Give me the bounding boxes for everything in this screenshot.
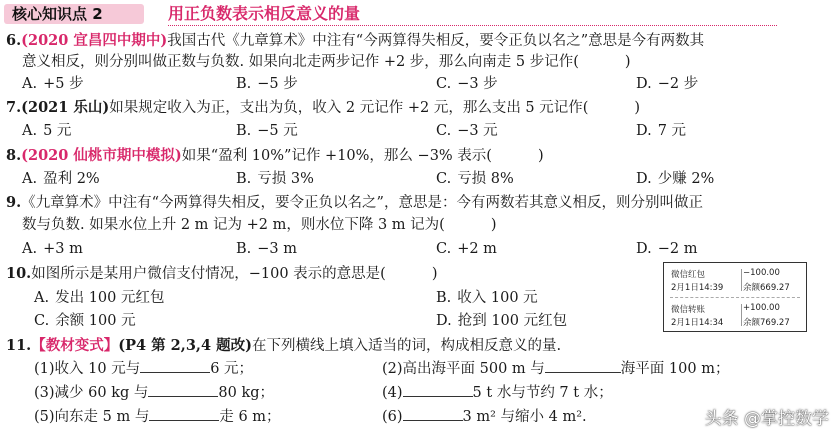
record-time: 2月1日14:34 (671, 318, 724, 328)
question-number: 6. (6, 32, 22, 49)
fill-item-5: (5)向东走 5 m 与 走 6 m； (34, 406, 281, 427)
question-text: 意义相反，则分别叫做正数与负数. 如果向北走两步记作 +2 步，那么向南走 5 步记作( (22, 54, 579, 70)
option-c: C. −3 步 (436, 76, 498, 92)
option-b: B. −5 步 (236, 76, 298, 92)
option-c: C. 亏损 8% (436, 171, 514, 187)
close-paren: ) (490, 217, 497, 233)
section-badge: 核心知识点 2 (4, 4, 144, 24)
answer-blank[interactable] (140, 358, 210, 373)
question-number: 8. (6, 147, 22, 164)
close-paren: ) (537, 148, 544, 164)
question-9-line-2 (22, 215, 497, 235)
question-text: 我国古代《九章算术》中注有“今两算得失相反，要令正负以名之”意思是今有两数其 (167, 33, 705, 49)
option-a: A. 盈利 2% (22, 171, 100, 187)
answer-blank[interactable] (403, 382, 473, 397)
section-title: 用正负数表示相反意义的量 (168, 4, 361, 23)
question-source-tag: (2021 乐山) (21, 99, 110, 116)
question-source-tag: (2020 仙桃市期中模拟) (21, 147, 182, 164)
record-time: 2月1日14:39 (671, 283, 724, 293)
question-text: 如图所示是某用户微信支付情况，−100 表示的意思是( (31, 266, 386, 282)
question-6-line-2 (22, 52, 631, 72)
watermark: 头条 @掌控数学 (704, 409, 829, 429)
question-text: 数与负数. 如果水位上升 2 m 记为 +2 m，则水位下降 3 m 记为( (22, 217, 445, 233)
record-balance: 余额769.27 (743, 318, 790, 328)
fill-item-3: (3)减少 60 kg 与 80 kg； (34, 382, 274, 403)
question-number: 11. (6, 337, 32, 354)
question-number: 7. (6, 99, 22, 116)
question-8 (6, 146, 544, 166)
question-reference: (P4 第 2,3,4 题改) (118, 337, 252, 354)
wechat-record-transfer (671, 301, 800, 329)
question-6-line-1 (6, 31, 704, 51)
record-name: 微信红包 (671, 270, 706, 280)
record-amount: +100.00 (743, 303, 780, 313)
option-a: A. 发出 100 元红包 (34, 290, 165, 306)
question-text: 在下列横线上填入适当的词，构成相反意义的量. (251, 338, 562, 354)
answer-blank[interactable] (545, 358, 621, 373)
option-a: A. +5 步 (22, 76, 84, 92)
option-b: B. 收入 100 元 (436, 290, 538, 306)
header-divider (168, 25, 777, 26)
option-a: A. +3 m (22, 241, 83, 257)
option-c: C. 余额 100 元 (34, 313, 136, 329)
question-source-tag: 【教材变式】 (31, 337, 119, 354)
wechat-payment-figure (663, 262, 807, 332)
option-c: C. −3 元 (436, 123, 498, 139)
fill-item-4: (4) 5 t 水与节约 7 t 水； (382, 382, 613, 403)
question-source-tag: (2020 宜昌四中期中) (21, 32, 168, 49)
fill-item-2: (2)高出海平面 500 m 与 海平面 100 m； (382, 358, 729, 379)
record-name: 微信转账 (671, 305, 706, 315)
question-number: 9. (6, 194, 22, 211)
question-number: 10. (6, 265, 32, 282)
fill-item-6: (6) 3 m² 与缩小 4 m². (382, 406, 587, 427)
answer-blank[interactable] (149, 406, 219, 421)
answer-blank[interactable] (403, 406, 463, 421)
close-paren: ) (634, 100, 641, 116)
record-balance: 余额669.27 (743, 283, 790, 293)
question-text: 《九章算术》中注有“今两算得失相反，要令正负以名之”，意思是：今有两数若其意义相反，则分别叫做正 (21, 195, 703, 211)
question-10 (6, 264, 438, 284)
answer-blank[interactable] (148, 382, 218, 397)
close-paren: ) (624, 54, 631, 70)
option-b: B. −3 m (236, 241, 297, 257)
record-divider (741, 304, 742, 326)
option-b: B. −5 元 (236, 123, 298, 139)
option-d: D. 抢到 100 元红包 (436, 313, 568, 329)
option-b: B. 亏损 3% (236, 171, 314, 187)
option-d: D. −2 m (636, 241, 698, 257)
close-paren: ) (431, 266, 438, 282)
question-text: 如果规定收入为正，支出为负，收入 2 元记作 +2 元，那么支出 5 元记作( (109, 100, 589, 116)
option-d: D. 少赚 2% (636, 171, 715, 187)
question-7 (6, 98, 640, 118)
record-separator (670, 297, 800, 298)
option-a: A. 5 元 (22, 123, 72, 139)
question-11 (6, 336, 561, 356)
option-c: C. +2 m (436, 241, 497, 257)
option-d: D. −2 步 (636, 76, 699, 92)
question-text: 如果“盈利 10%”记作 +10%，那么 −3% 表示( (181, 148, 492, 164)
option-d: D. 7 元 (636, 123, 687, 139)
record-amount: −100.00 (743, 268, 780, 278)
record-divider (741, 269, 742, 291)
question-9-line-1 (6, 193, 703, 213)
wechat-record-red-packet (671, 266, 800, 294)
section-header (0, 3, 837, 25)
fill-item-1: (1)收入 10 元与 6 元； (34, 358, 253, 379)
